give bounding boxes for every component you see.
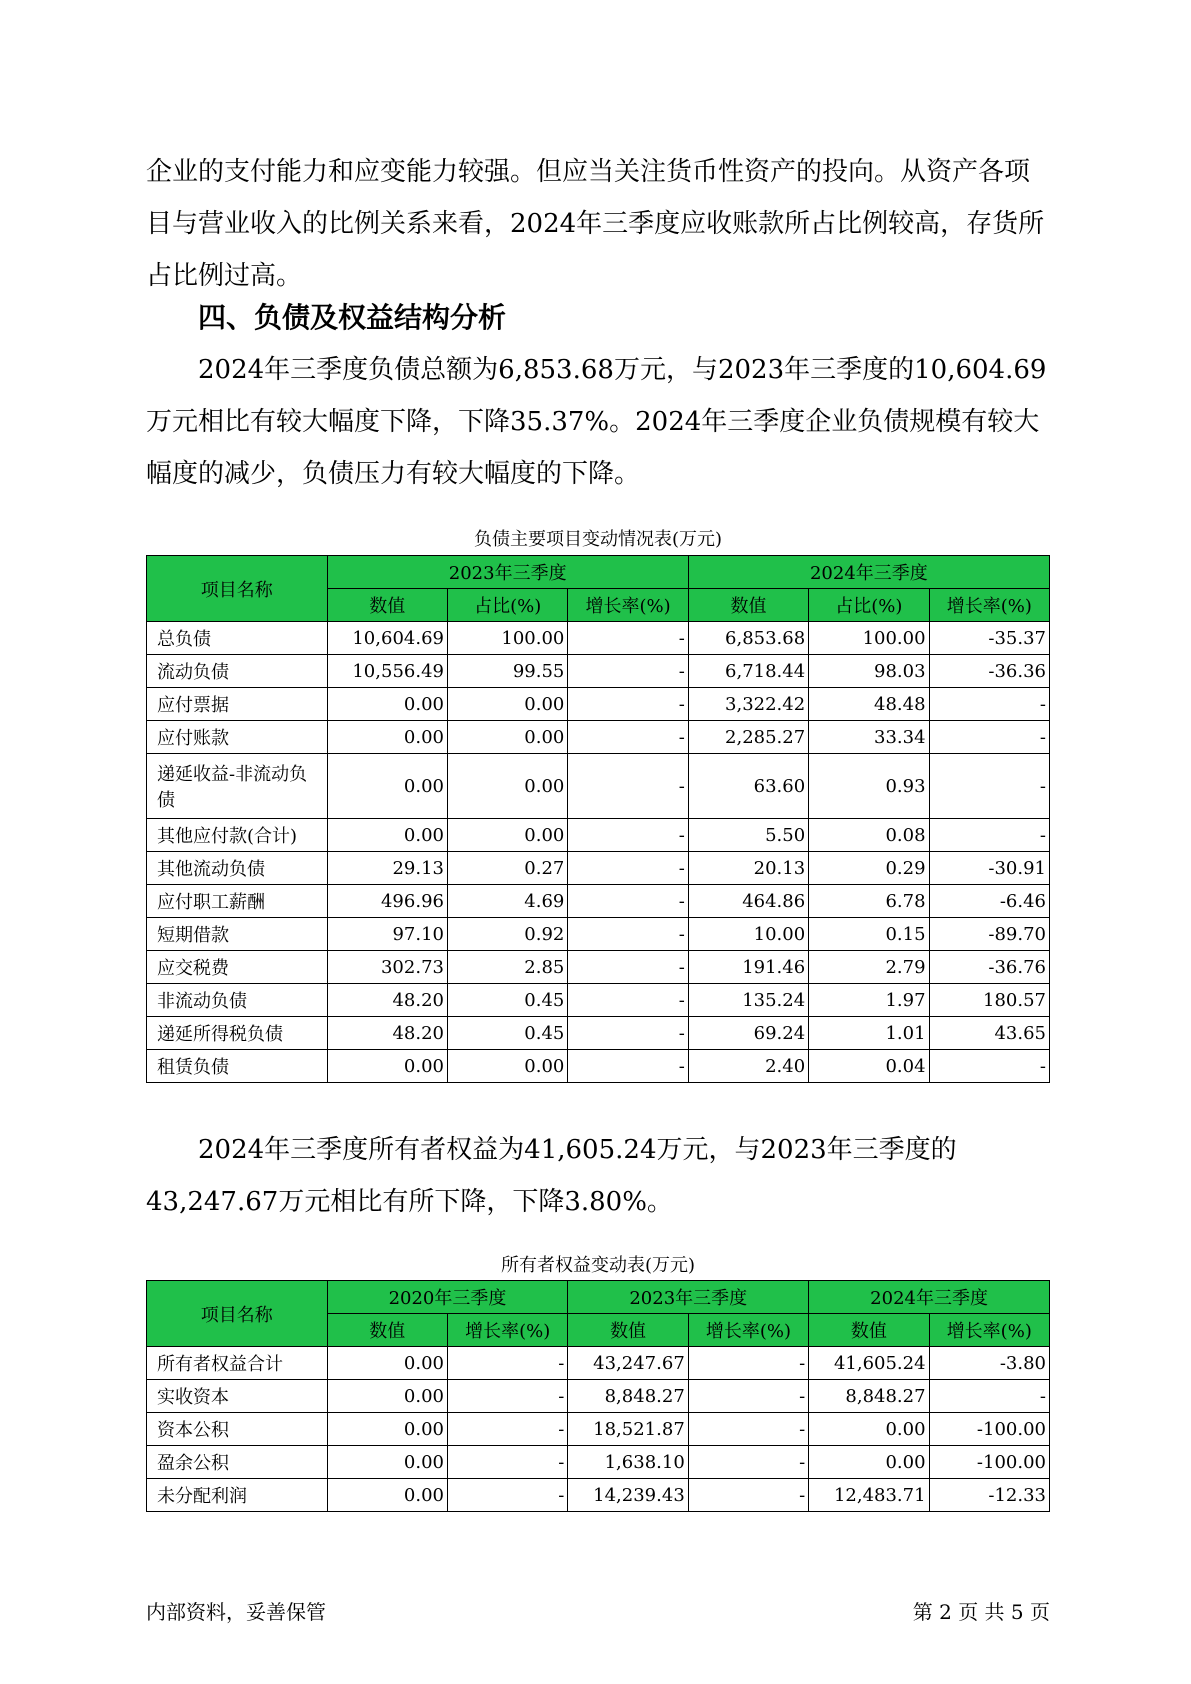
table-cell: - (929, 1380, 1049, 1413)
table-cell: -6.46 (929, 885, 1049, 918)
table-cell: 0.00 (327, 688, 447, 721)
header-growth: 增长率(%) (688, 1314, 808, 1347)
table-cell: 302.73 (327, 951, 447, 984)
header-growth: 增长率(%) (447, 1314, 567, 1347)
table-row (147, 951, 1050, 984)
header-value: 数值 (327, 1314, 447, 1347)
table-cell: 18,521.87 (568, 1413, 688, 1446)
row-item-name: 资本公积 (147, 1413, 328, 1446)
table-cell: 0.00 (327, 1479, 447, 1512)
table-cell: 48.20 (327, 984, 447, 1017)
table-cell: - (688, 1413, 808, 1446)
table-cell: 0.00 (447, 1050, 567, 1083)
table-cell: - (447, 1479, 567, 1512)
row-item-name: 其他流动负债 (147, 852, 328, 885)
table-cell: - (447, 1446, 567, 1479)
table-cell: - (688, 1446, 808, 1479)
table-cell: 14,239.43 (568, 1479, 688, 1512)
table-cell: 5.50 (688, 819, 808, 852)
row-item-name: 盈余公积 (147, 1446, 328, 1479)
table-cell: 0.15 (809, 918, 929, 951)
table-cell: 43.65 (929, 1017, 1049, 1050)
table-cell: - (568, 885, 688, 918)
footer-page-number: 第 2 页 共 5 页 (912, 1600, 1050, 1624)
table-cell: 1.01 (809, 1017, 929, 1050)
table-row (147, 622, 1050, 655)
table-cell: - (688, 1380, 808, 1413)
table-cell: 29.13 (327, 852, 447, 885)
table-row (147, 885, 1050, 918)
table-cell: -36.36 (929, 655, 1049, 688)
table-cell: 0.45 (447, 984, 567, 1017)
row-item-name: 所有者权益合计 (147, 1347, 328, 1380)
table-cell: - (568, 721, 688, 754)
table-cell: -36.76 (929, 951, 1049, 984)
header-value: 数值 (809, 1314, 929, 1347)
table-cell: - (568, 622, 688, 655)
table-cell: 12,483.71 (809, 1479, 929, 1512)
row-item-name: 非流动负债 (147, 984, 328, 1017)
table-cell: 0.00 (327, 1380, 447, 1413)
table-cell: 0.00 (327, 1446, 447, 1479)
header-item-name: 项目名称 (147, 556, 328, 622)
table-row (147, 1017, 1050, 1050)
table-cell: - (568, 951, 688, 984)
table-cell: 0.00 (327, 819, 447, 852)
table-row (147, 918, 1050, 951)
table-cell: 0.00 (447, 819, 567, 852)
table-cell: - (568, 984, 688, 1017)
table-cell: - (688, 1347, 808, 1380)
table-row (147, 819, 1050, 852)
table-cell: 2.85 (447, 951, 567, 984)
row-item-name: 递延收益-非流动负债 (147, 754, 328, 819)
header-item-name: 项目名称 (147, 1281, 328, 1347)
header-period-2020: 2020年三季度 (327, 1281, 568, 1314)
table-cell: 10,604.69 (327, 622, 447, 655)
table-row (147, 1380, 1050, 1413)
row-item-name: 总负债 (147, 622, 328, 655)
table-caption-equity: 所有者权益变动表(万元) (500, 1255, 696, 1276)
table-cell: -100.00 (929, 1446, 1049, 1479)
table-cell: 180.57 (929, 984, 1049, 1017)
table-cell: 0.27 (447, 852, 567, 885)
table-cell: -89.70 (929, 918, 1049, 951)
table-cell: 0.45 (447, 1017, 567, 1050)
table-cell: 464.86 (688, 885, 808, 918)
table-row (147, 1413, 1050, 1446)
table-cell: 496.96 (327, 885, 447, 918)
table-row (147, 984, 1050, 1017)
header-value: 数值 (688, 589, 808, 622)
table-cell: 43,247.67 (568, 1347, 688, 1380)
table-cell: 98.03 (809, 655, 929, 688)
table-cell: - (447, 1347, 567, 1380)
table-cell: 1,638.10 (568, 1446, 688, 1479)
table-cell: - (929, 688, 1049, 721)
table-row (147, 1347, 1050, 1380)
table-cell: 8,848.27 (568, 1380, 688, 1413)
table-cell: 48.20 (327, 1017, 447, 1050)
footer-confidential-note: 内部资料，妥善保管 (146, 1600, 326, 1624)
header-growth: 增长率(%) (568, 589, 688, 622)
table-cell: -12.33 (929, 1479, 1049, 1512)
table-cell: 0.00 (327, 1413, 447, 1446)
table-cell: 6,718.44 (688, 655, 808, 688)
section-heading: 四、负债及权益结构分析 (198, 301, 507, 334)
row-item-name: 流动负债 (147, 655, 328, 688)
table-cell: 6,853.68 (688, 622, 808, 655)
table-row (147, 754, 1050, 819)
table-cell: 0.00 (447, 721, 567, 754)
table-cell: 100.00 (809, 622, 929, 655)
table-cell: - (568, 852, 688, 885)
row-item-name: 实收资本 (147, 1380, 328, 1413)
header-growth: 增长率(%) (929, 1314, 1049, 1347)
table-cell: 191.46 (688, 951, 808, 984)
table-row (147, 1050, 1050, 1083)
table-cell: 0.92 (447, 918, 567, 951)
table-cell: - (568, 655, 688, 688)
table-cell: 10,556.49 (327, 655, 447, 688)
header-growth: 增长率(%) (929, 589, 1049, 622)
table-row (147, 721, 1050, 754)
paragraph-equity-summary: 2024年三季度所有者权益为41,605.24万元，与2023年三季度的43,247.67万元相比有所下降，下降3.80%。 (146, 1135, 957, 1217)
row-item-name: 应付票据 (147, 688, 328, 721)
table-cell: - (447, 1380, 567, 1413)
header-period-2023: 2023年三季度 (568, 1281, 809, 1314)
table-cell: 0.04 (809, 1050, 929, 1083)
table-cell: - (568, 688, 688, 721)
table-cell: - (568, 819, 688, 852)
table-cell: 2,285.27 (688, 721, 808, 754)
table-cell: -3.80 (929, 1347, 1049, 1380)
table-cell: 69.24 (688, 1017, 808, 1050)
table-cell: 6.78 (809, 885, 929, 918)
table-caption-liabilities: 负债主要项目变动情况表(万元) (473, 529, 723, 550)
table-cell: 99.55 (447, 655, 567, 688)
header-value: 数值 (568, 1314, 688, 1347)
table-cell: 3,322.42 (688, 688, 808, 721)
table-cell: - (568, 1017, 688, 1050)
table-row (147, 655, 1050, 688)
table-cell: 135.24 (688, 984, 808, 1017)
table-cell: 0.29 (809, 852, 929, 885)
table-cell: 41,605.24 (809, 1347, 929, 1380)
table-cell: 0.00 (327, 721, 447, 754)
table-cell: 33.34 (809, 721, 929, 754)
table-cell: - (929, 754, 1049, 819)
table-cell: - (568, 754, 688, 819)
table-cell: 4.69 (447, 885, 567, 918)
table-row (147, 1446, 1050, 1479)
row-item-name: 应付职工薪酬 (147, 885, 328, 918)
row-item-name: 递延所得税负债 (147, 1017, 328, 1050)
header-value: 数值 (327, 589, 447, 622)
table-cell: 0.00 (327, 1347, 447, 1380)
table-cell: -100.00 (929, 1413, 1049, 1446)
table-cell: 2.79 (809, 951, 929, 984)
table-cell: 8,848.27 (809, 1380, 929, 1413)
header-period-2024: 2024年三季度 (688, 556, 1049, 589)
table-cell: 0.00 (447, 754, 567, 819)
table-row (147, 852, 1050, 885)
row-item-name: 短期借款 (147, 918, 328, 951)
table-cell: 48.48 (809, 688, 929, 721)
equity-table (146, 1280, 1050, 1512)
table-row (147, 688, 1050, 721)
row-item-name: 应付账款 (147, 721, 328, 754)
table-cell: -30.91 (929, 852, 1049, 885)
table-cell: 1.97 (809, 984, 929, 1017)
table-cell: - (929, 1050, 1049, 1083)
liabilities-table (146, 555, 1050, 1083)
header-ratio: 占比(%) (447, 589, 567, 622)
paragraph-liabilities-summary: 2024年三季度负债总额为6,853.68万元，与2023年三季度的10,604.69万元相比有较大幅度下降，下降35.37%。2024年三季度企业负债规模有较大幅度的减少，负债压力有较大幅度的下降。 (146, 355, 1047, 489)
table-cell: - (568, 1050, 688, 1083)
table-cell: -35.37 (929, 622, 1049, 655)
table-cell: 0.00 (447, 688, 567, 721)
table-cell: 63.60 (688, 754, 808, 819)
table-cell: 0.00 (809, 1413, 929, 1446)
table-row (147, 1479, 1050, 1512)
header-ratio: 占比(%) (809, 589, 929, 622)
row-item-name: 应交税费 (147, 951, 328, 984)
paragraph-assets-summary: 企业的支付能力和应变能力较强。但应当关注货币性资产的投向。从资产各项目与营业收入的比例关系来看，2024年三季度应收账款所占比例较高，存货所占比例过高。 (146, 157, 1045, 291)
header-period-2023: 2023年三季度 (327, 556, 688, 589)
table-cell: 0.00 (809, 1446, 929, 1479)
table-cell: - (447, 1413, 567, 1446)
table-cell: 0.08 (809, 819, 929, 852)
header-period-2024: 2024年三季度 (809, 1281, 1050, 1314)
table-cell: 100.00 (447, 622, 567, 655)
table-cell: - (688, 1479, 808, 1512)
row-item-name: 未分配利润 (147, 1479, 328, 1512)
table-cell: 2.40 (688, 1050, 808, 1083)
table-cell: 20.13 (688, 852, 808, 885)
row-item-name: 其他应付款(合计) (147, 819, 328, 852)
row-item-name: 租赁负债 (147, 1050, 328, 1083)
table-cell: - (568, 918, 688, 951)
table-cell: 10.00 (688, 918, 808, 951)
table-cell: 97.10 (327, 918, 447, 951)
table-cell: - (929, 819, 1049, 852)
table-cell: 0.93 (809, 754, 929, 819)
table-cell: - (929, 721, 1049, 754)
table-cell: 0.00 (327, 1050, 447, 1083)
table-cell: 0.00 (327, 754, 447, 819)
